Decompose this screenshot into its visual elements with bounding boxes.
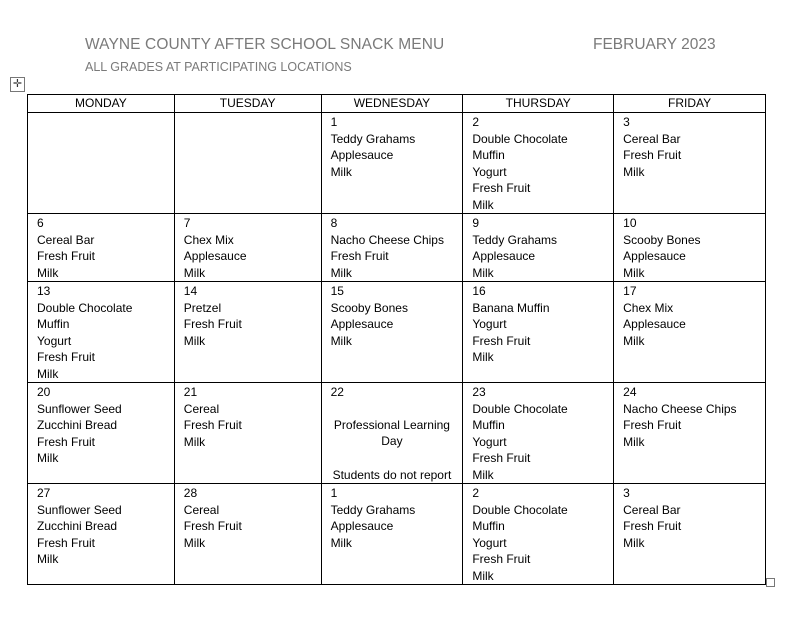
snack-item: Fresh Fruit — [623, 418, 682, 432]
week-row — [28, 113, 766, 214]
snack-item: Yogurt — [472, 434, 507, 449]
snack-item: Nacho Cheese Chips — [330, 232, 444, 247]
snack-item: Fresh Fruit — [472, 333, 531, 348]
day-number: 13 — [37, 284, 51, 298]
snack-item: Teddy Grahams — [330, 502, 416, 517]
snack-item: Muffin — [472, 519, 505, 533]
day-number: 23 — [472, 385, 486, 399]
day-number: 17 — [623, 284, 637, 298]
snack-item: Fresh Fruit — [623, 148, 682, 162]
day-cell-thursday — [463, 113, 614, 214]
day-cell-thursday — [463, 383, 614, 484]
snack-item: Milk — [472, 568, 494, 583]
header-wednesday: WEDNESDAY — [321, 95, 463, 113]
day-cell-tuesday — [174, 383, 321, 484]
day-number: 27 — [37, 486, 51, 500]
day-cell-monday — [28, 282, 175, 383]
snack-item: Muffin — [37, 317, 70, 331]
snack-item: Applesauce — [472, 249, 536, 263]
snack-item: Banana Muffin — [472, 300, 550, 315]
day-cell-friday — [614, 484, 766, 585]
snack-item: Milk — [472, 265, 494, 280]
snack-item: Cereal Bar — [37, 232, 95, 247]
closure-subnote: Students do not report — [332, 467, 452, 482]
snack-item: Milk — [37, 552, 59, 566]
day-number: 16 — [472, 284, 486, 298]
snack-item: Fresh Fruit — [37, 535, 96, 550]
snack-item: Yogurt — [472, 164, 507, 179]
week-row — [28, 282, 766, 383]
snack-item: Chex Mix — [623, 300, 674, 315]
snack-item: Zucchini Bread — [37, 418, 118, 432]
menu-title: WAYNE COUNTY AFTER SCHOOL SNACK MENU — [85, 36, 445, 53]
snack-item: Teddy Grahams — [472, 232, 558, 247]
snack-item: Fresh Fruit — [37, 350, 96, 364]
snack-item: Muffin — [472, 148, 505, 162]
day-number: 20 — [37, 385, 51, 399]
snack-item: Cereal Bar — [623, 502, 681, 517]
day-number: 24 — [623, 385, 637, 399]
snack-item: Chex Mix — [183, 232, 234, 247]
day-cell-friday — [614, 214, 766, 282]
snack-item: Scooby Bones — [623, 232, 701, 247]
day-cell-wednesday — [321, 113, 463, 214]
day-cell-tuesday — [174, 484, 321, 585]
snack-item: Fresh Fruit — [330, 249, 389, 263]
snack-item: Cereal Bar — [623, 131, 681, 146]
snack-item: Milk — [330, 265, 352, 280]
snack-item: Milk — [330, 535, 352, 550]
closure-note: Professional Learning Day — [333, 417, 450, 448]
snack-item: Milk — [183, 434, 206, 449]
snack-item: Milk — [330, 164, 352, 179]
day-cell-monday — [28, 383, 175, 484]
snack-item: Milk — [37, 265, 59, 280]
snack-item: Cereal — [183, 502, 220, 517]
snack-item: Milk — [330, 333, 352, 348]
day-cell-tuesday — [174, 113, 321, 214]
snack-item: Double Chocolate — [472, 502, 568, 517]
snack-item: Double Chocolate — [37, 300, 133, 315]
menu-subtitle: ALL GRADES AT PARTICIPATING LOCATIONS — [85, 60, 352, 74]
snack-item: Milk — [623, 434, 645, 449]
weekday-header-row — [28, 95, 766, 113]
day-number: 21 — [183, 385, 198, 399]
day-cell-tuesday — [174, 214, 321, 282]
snack-item: Fresh Fruit — [472, 451, 531, 465]
day-number: 8 — [330, 216, 338, 230]
snack-menu-table — [27, 94, 766, 585]
day-cell-monday — [28, 484, 175, 585]
day-number: 28 — [183, 486, 198, 500]
week-row — [28, 214, 766, 282]
day-cell-wednesday — [321, 282, 463, 383]
snack-item: Cereal — [183, 401, 220, 416]
snack-item: Fresh Fruit — [183, 418, 242, 432]
snack-item: Applesauce — [330, 148, 394, 162]
snack-item: Fresh Fruit — [183, 317, 242, 331]
header-thursday: THURSDAY — [463, 95, 614, 113]
snack-item: Milk — [472, 197, 494, 212]
day-cell-friday — [614, 383, 766, 484]
day-number: 10 — [623, 216, 637, 230]
snack-item: Milk — [472, 350, 494, 364]
snack-item: Fresh Fruit — [623, 519, 682, 533]
header-monday: MONDAY — [28, 95, 175, 113]
snack-item: Milk — [37, 451, 59, 465]
day-number: 3 — [623, 486, 630, 500]
snack-item: Scooby Bones — [330, 300, 408, 315]
day-number: 2 — [472, 486, 480, 500]
snack-item: Nacho Cheese Chips — [623, 401, 737, 416]
snack-item: Milk — [623, 333, 645, 348]
snack-item: Pretzel — [183, 300, 222, 315]
snack-item: Fresh Fruit — [37, 249, 96, 263]
snack-item: Applesauce — [330, 317, 394, 331]
header-tuesday: TUESDAY — [174, 95, 321, 113]
snack-item: Yogurt — [37, 333, 72, 348]
snack-item: Milk — [183, 265, 206, 280]
snack-item: Fresh Fruit — [183, 519, 242, 533]
week-row — [28, 383, 766, 484]
snack-item: Applesauce — [183, 249, 247, 263]
snack-item: Milk — [183, 333, 206, 348]
day-cell-wednesday — [321, 214, 463, 282]
day-number: 7 — [183, 216, 191, 230]
snack-item: Fresh Fruit — [37, 434, 96, 449]
day-cell-thursday — [463, 214, 614, 282]
snack-item: Milk — [623, 265, 645, 280]
day-number: 22 — [330, 385, 344, 399]
snack-item: Applesauce — [330, 519, 394, 533]
day-cell-monday — [28, 113, 175, 214]
snack-item: Yogurt — [472, 317, 507, 331]
snack-item: Zucchini Bread — [37, 519, 118, 533]
day-number: 6 — [37, 216, 44, 230]
day-cell-monday — [28, 214, 175, 282]
snack-item: Milk — [37, 366, 59, 381]
snack-item: Yogurt — [472, 535, 507, 550]
resize-handle-icon[interactable] — [766, 578, 775, 587]
day-number: 15 — [330, 284, 344, 298]
day-cell-wednesday — [321, 484, 463, 585]
day-cell-thursday — [463, 484, 614, 585]
week-row — [28, 484, 766, 585]
day-number: 2 — [472, 115, 480, 129]
snack-item: Milk — [623, 535, 645, 550]
day-number: 1 — [330, 486, 338, 500]
snack-item: Muffin — [472, 418, 505, 432]
snack-item: Applesauce — [623, 249, 686, 263]
day-number: 1 — [330, 115, 338, 129]
day-number: 14 — [183, 284, 198, 298]
snack-item: Double Chocolate — [472, 401, 568, 416]
day-cell-thursday — [463, 282, 614, 383]
day-cell-friday — [614, 282, 766, 383]
snack-item: Double Chocolate — [472, 131, 568, 146]
day-cell-friday — [614, 113, 766, 214]
snack-item: Teddy Grahams — [330, 131, 416, 146]
snack-item: Milk — [183, 535, 206, 550]
day-number: 3 — [623, 115, 630, 129]
snack-item: Applesauce — [623, 317, 686, 331]
move-handle-icon[interactable]: ✛ — [10, 77, 25, 92]
day-number: 9 — [472, 216, 480, 230]
month-label: FEBRUARY 2023 — [593, 36, 716, 53]
day-cell-wednesday — [321, 383, 463, 484]
snack-item: Fresh Fruit — [472, 552, 531, 566]
header-friday: FRIDAY — [614, 95, 766, 113]
snack-item: Milk — [623, 164, 645, 179]
snack-item: Fresh Fruit — [472, 181, 531, 195]
snack-item: Sunflower Seed — [37, 401, 122, 416]
day-cell-tuesday — [174, 282, 321, 383]
snack-item: Sunflower Seed — [37, 502, 122, 517]
snack-item: Milk — [472, 467, 494, 482]
